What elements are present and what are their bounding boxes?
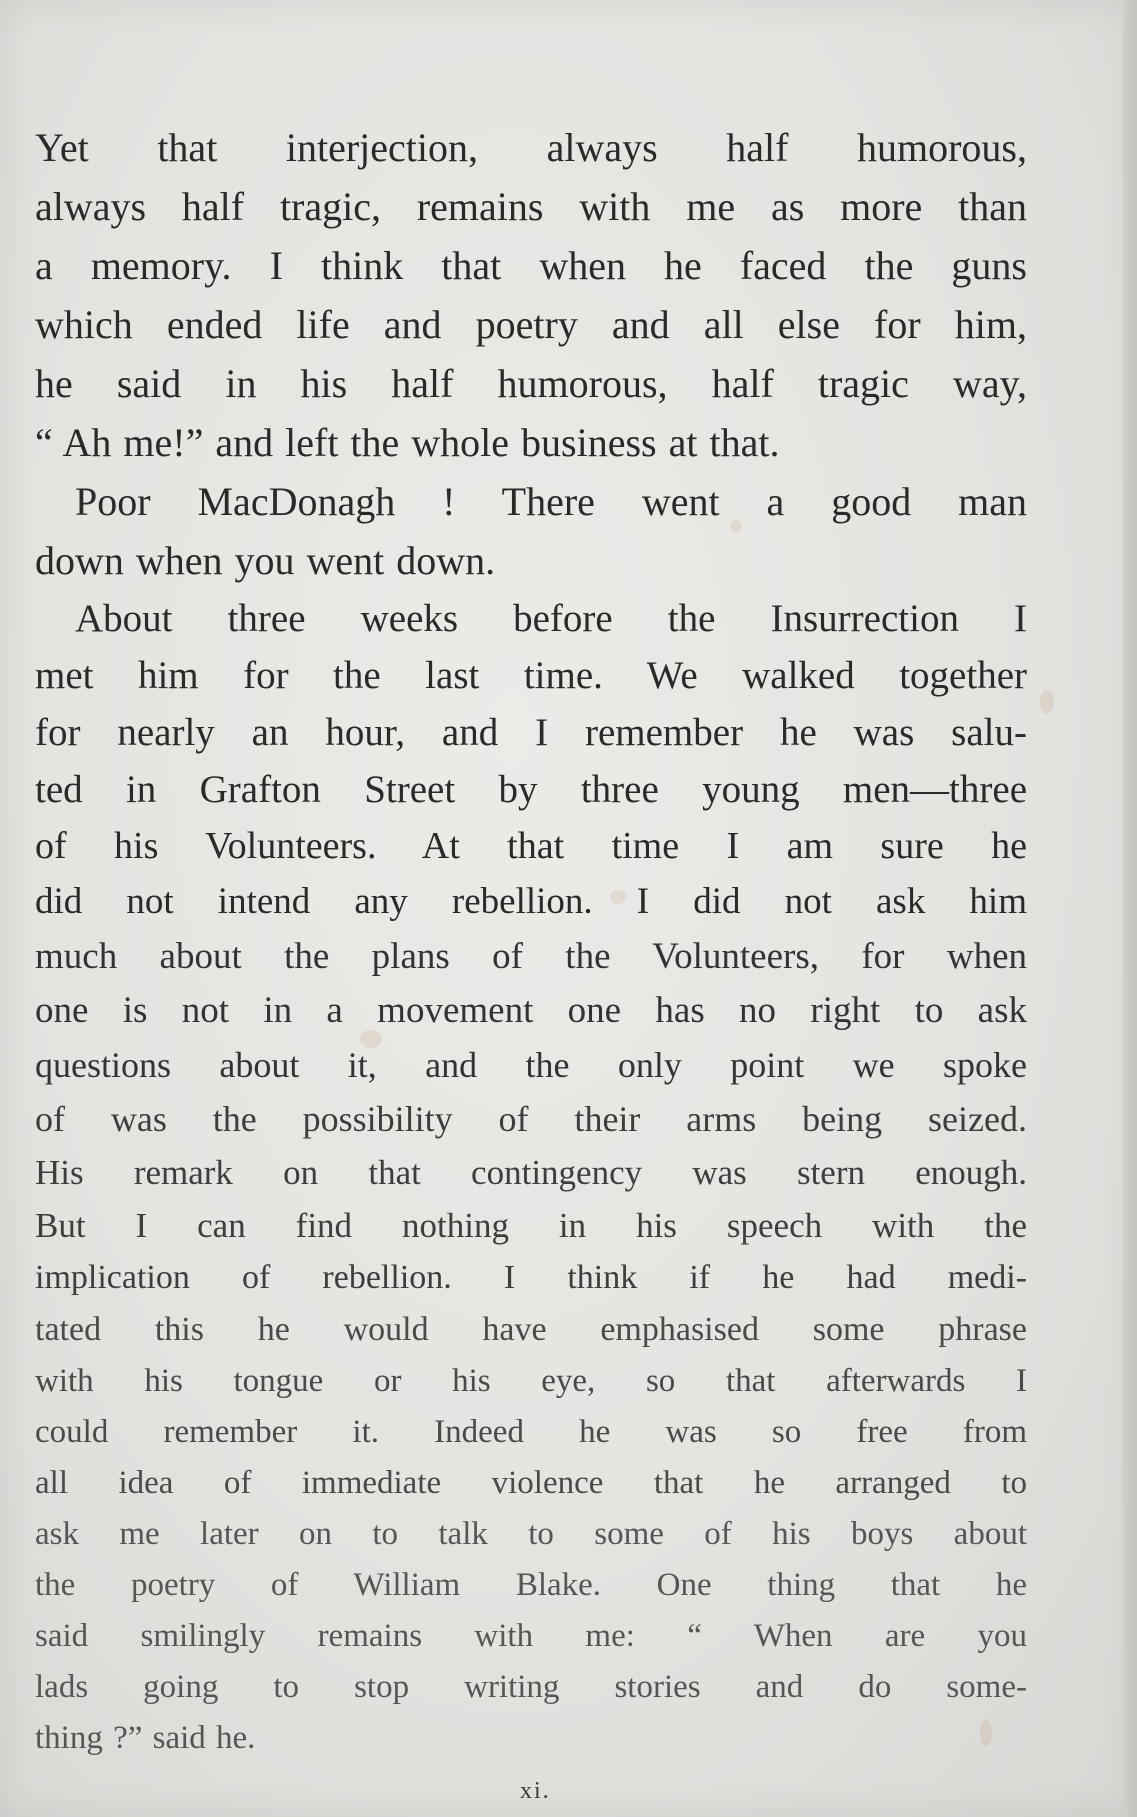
text-line: ted in Grafton Street by three young men—three (35, 768, 1027, 811)
text-line: one is not in a movement one has no right to ask (35, 990, 1027, 1031)
page-number: xi. (520, 1778, 551, 1804)
page-edge (1123, 0, 1137, 1817)
text-line: the poetry of William Blake. One thing that he (35, 1567, 1027, 1603)
foxing-spot (1040, 690, 1054, 714)
text-line: tated this he would have emphasised some phrase (35, 1311, 1027, 1348)
text-line: ask me later on to talk to some of his boys about (35, 1516, 1027, 1552)
text-line: said smilingly remains with me: “ When are you (35, 1618, 1027, 1654)
text-line: questions about it, and the only point we spoke (35, 1045, 1027, 1085)
text-line: which ended life and poetry and all else for him, (35, 302, 1027, 347)
text-line: implication of rebellion. I think if he had medi- (35, 1259, 1027, 1296)
text-line: About three weeks before the Insurrection I (75, 597, 1027, 640)
body-text (35, 118, 1027, 1764)
text-line: Poor MacDonagh ! There went a good man (75, 479, 1027, 524)
text-line: all idea of immediate violence that he arranged to (35, 1465, 1027, 1501)
text-line: a memory. I think that when he faced the guns (35, 243, 1027, 288)
text-line: thing ?” said he. (35, 1720, 256, 1756)
text-line: Yet that interjection, always half humorous, (35, 125, 1027, 170)
paragraph-3 (35, 590, 1027, 1764)
text-line: “ Ah me!” and left the whole business at that. (35, 420, 780, 465)
text-line: of was the possibility of their arms being seized. (35, 1099, 1027, 1139)
text-line: much about the plans of the Volunteers, for when (35, 936, 1027, 977)
text-line: for nearly an hour, and I remember he was salu- (35, 711, 1027, 754)
text-line: met him for the last time. We walked together (35, 654, 1027, 697)
text-line: with his tongue or his eye, so that afterwards I (35, 1363, 1027, 1399)
text-line: could remember it. Indeed he was so free from (35, 1414, 1027, 1450)
text-line: did not intend any rebellion. I did not ask him (35, 881, 1027, 922)
text-line: lads going to stop writing stories and do some- (35, 1669, 1027, 1705)
text-line: But I can find nothing in his speech with the (35, 1206, 1027, 1245)
text-line: of his Volunteers. At that time I am sure he (35, 825, 1027, 867)
text-line: His remark on that contingency was stern enough. (35, 1153, 1027, 1192)
text-line: down when you went down. (35, 538, 496, 583)
text-line: he said in his half humorous, half tragic way, (35, 361, 1027, 406)
text-line: always half tragic, remains with me as more than (35, 184, 1027, 229)
paragraph-2 (35, 472, 1027, 590)
paragraph-1 (35, 118, 1027, 472)
